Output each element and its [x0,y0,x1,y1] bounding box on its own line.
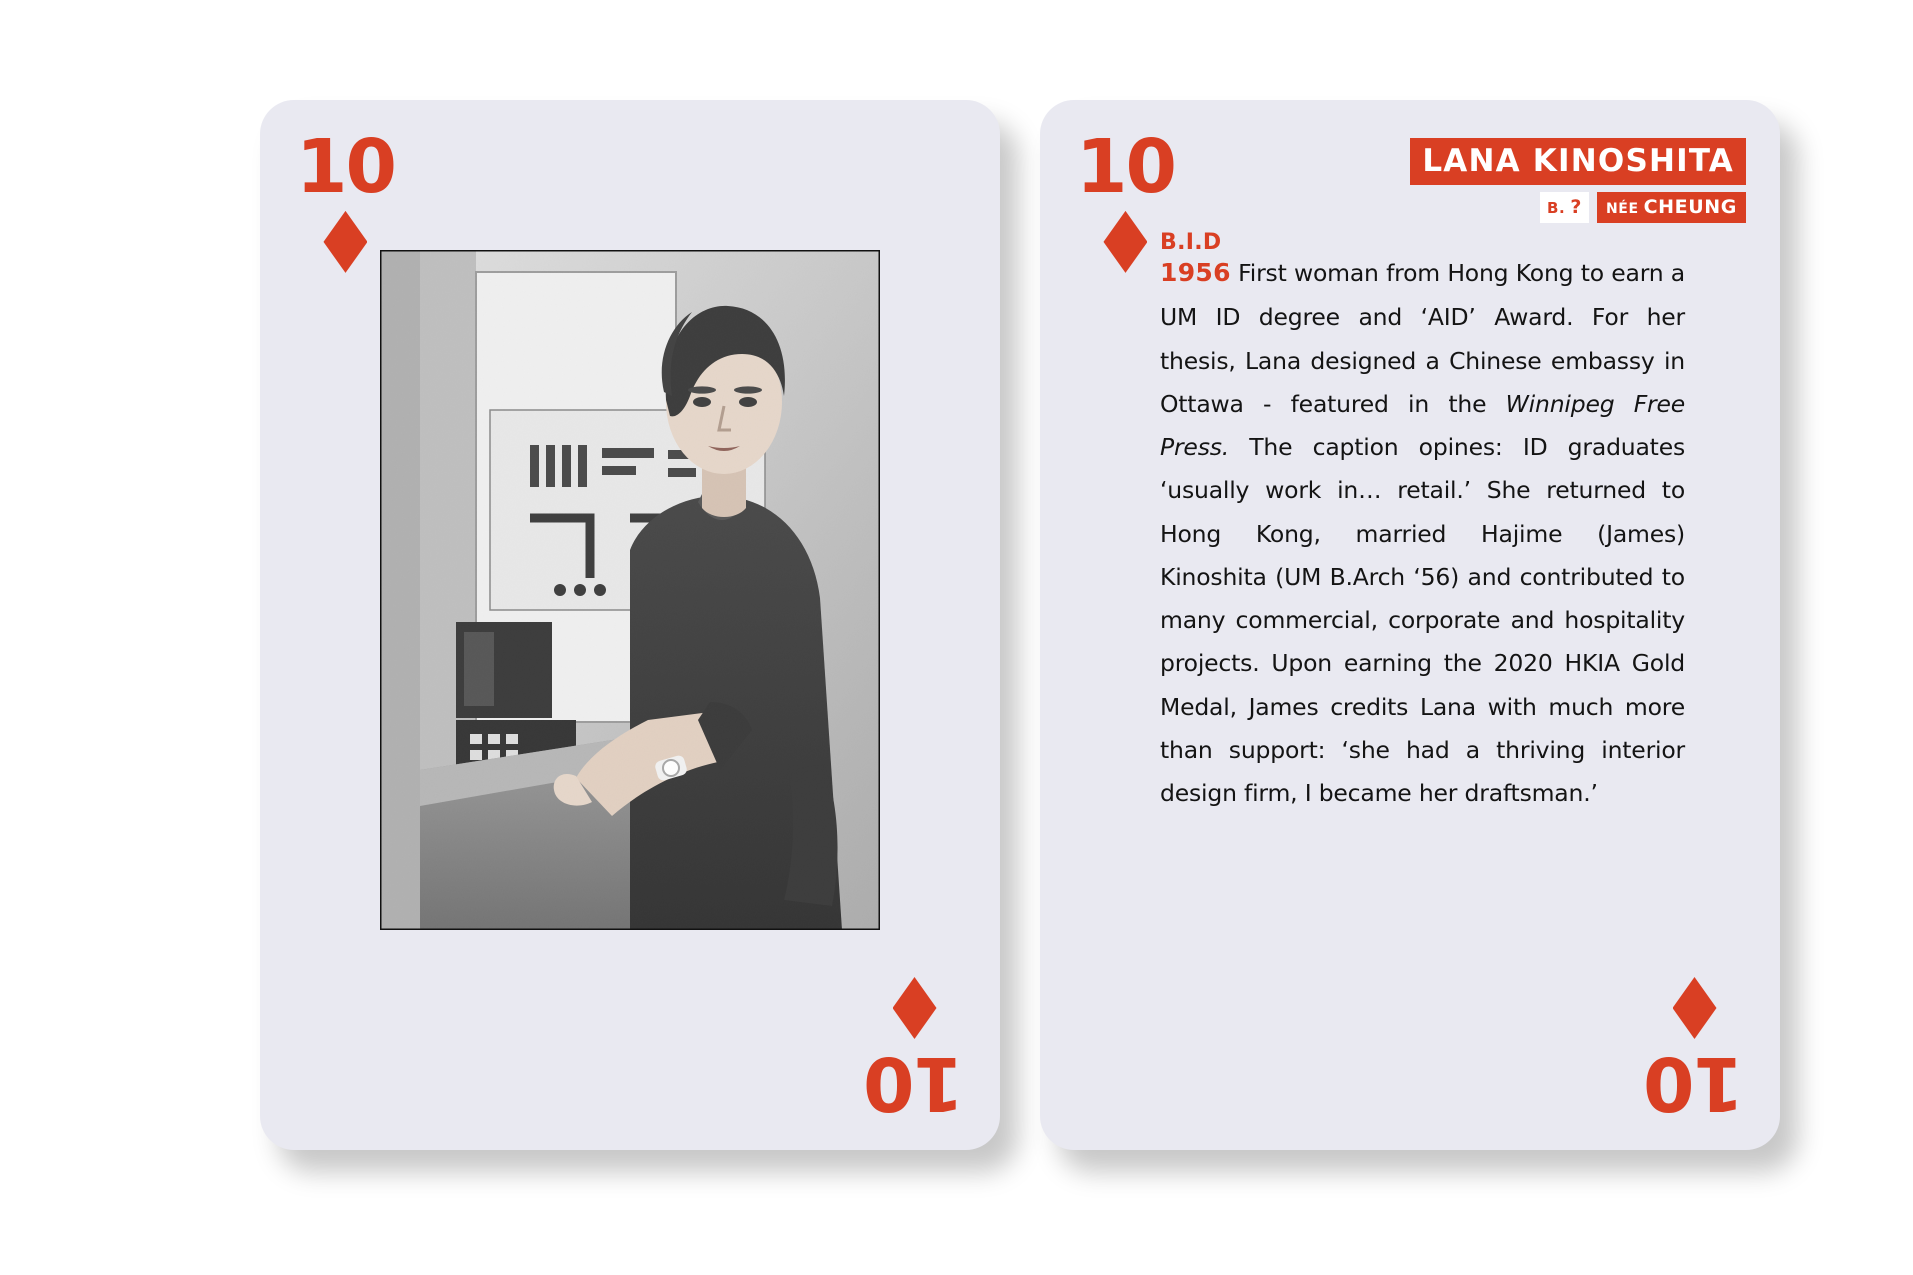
front-rank-bottom: 10 [865,1040,964,1126]
diamond-suit-icon [1103,211,1147,273]
nee-chip [1597,192,1746,223]
degree-label: B.I.D [1160,230,1222,255]
diamond-suit-icon [1673,977,1717,1039]
person-meta-row [1410,192,1746,223]
card-back [1040,100,1780,1150]
back-rank-top: 10 [1076,124,1175,210]
diamond-suit-icon [323,211,367,273]
front-rank-top: 10 [296,124,395,210]
bio-publication: Winnipeg Free Press. [1160,389,1686,462]
bio-part-one: First woman from Hong Kong to earn a UM ID degree and ‘AID’ Award. For her thesis, Lana designed a Chinese embassy in Ottawa - featured in the [1160,259,1685,418]
person-name: LANA KINOSHITA [1410,138,1746,185]
bio-part-two: The caption opines: ID graduates ‘usually work in… retail.’ She returned to Hong Kong, married Hajime (James) Kinoshita (UM B.Arch ‘56) and contributed to many commercial, corporate and hospitality projects. Upon earning the 2020 HKIA Gold Medal, James credits Lana with much more than support: ‘she had a thriving interior design firm, I became her draftsman.’ [1160,433,1685,807]
year-label: 1956 [1160,258,1231,288]
card-front [260,100,1000,1150]
degree-wrapper [1160,230,1685,256]
back-rank-bottom: 10 [1645,1040,1744,1126]
birth-value: ? [1570,196,1582,218]
person-name-block [1410,138,1746,223]
birth-label: B. [1547,199,1566,217]
portrait-photo [380,250,880,930]
front-corner-bottom-right [865,977,964,1126]
back-corner-bottom-right [1645,977,1744,1126]
birth-chip [1540,192,1589,223]
biography-text [1160,230,1685,815]
nee-value: CHEUNG [1643,196,1737,218]
nee-label: NÉE [1605,201,1639,217]
diamond-suit-icon [893,977,937,1039]
portrait-photo-graphic [380,250,880,930]
